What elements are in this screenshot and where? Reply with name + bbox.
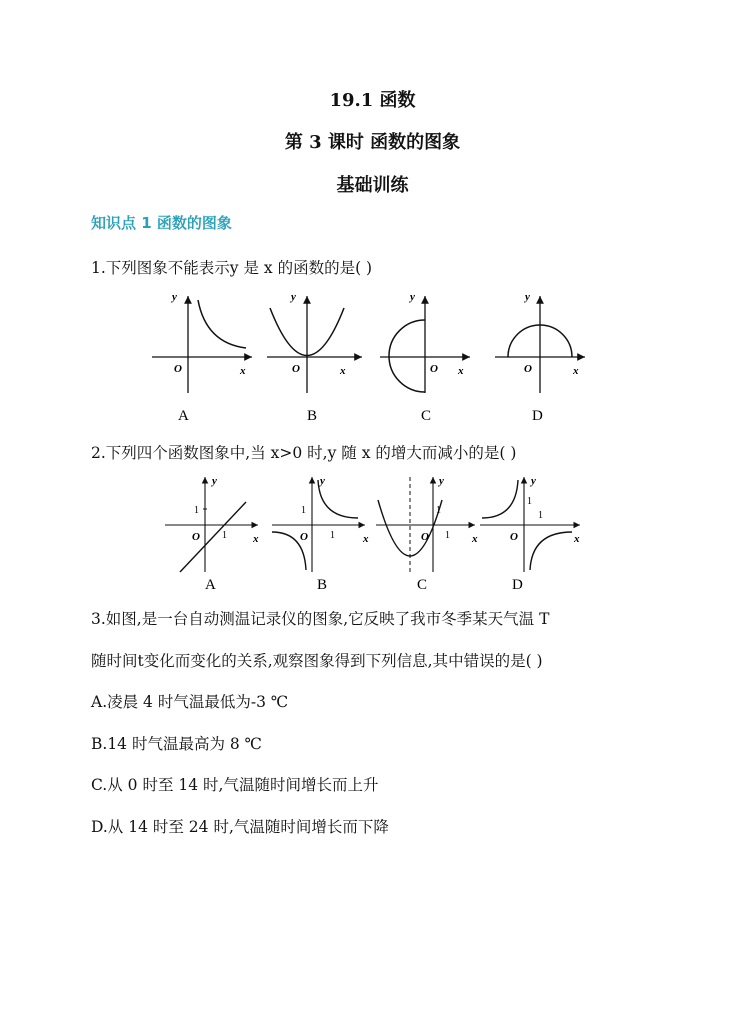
figure-caption: A: [205, 577, 216, 593]
origin-label: O: [292, 363, 300, 375]
question-1-text: 1.下列图象不能表示y 是 x 的函数的是( ): [91, 259, 373, 277]
figure-caption: B: [307, 408, 318, 424]
question-2-figures: [160, 472, 590, 597]
knowledge-point-heading: 知识点 1 函数的图象: [91, 214, 232, 232]
figure-2d: [480, 475, 580, 593]
x-axis-label: x: [340, 365, 346, 377]
y-axis-label: y: [291, 291, 296, 303]
x-axis-label: x: [363, 533, 369, 545]
option-d: D.从 14 时至 24 时,气温随时间增长而下降: [91, 818, 389, 836]
x-axis-label: x: [240, 365, 246, 377]
figure-2b: [272, 475, 369, 593]
option-b: B.14 时气温最高为 8 ℃: [91, 735, 263, 753]
x-axis-label: x: [573, 365, 579, 377]
figure-1c: [380, 291, 470, 424]
x-axis-label: x: [458, 365, 464, 377]
option-c: C.从 0 时至 14 时,气温随时间增长而上升: [91, 776, 379, 794]
section-title: 19.1 函数: [329, 90, 416, 111]
y-axis-label: y: [525, 291, 530, 303]
figure-caption: C: [421, 408, 432, 424]
question-3-line-2: 随时间t变化而变化的关系,观察图象得到下列信息,其中错误的是( ): [91, 652, 543, 670]
y-axis-label: y: [410, 291, 415, 303]
origin-label: O: [430, 363, 438, 375]
question-2-text: 2.下列四个函数图象中,当 x>0 时,y 随 x 的增大而减小的是( ): [91, 444, 517, 462]
y-axis-label: y: [531, 475, 536, 487]
y-axis-label: y: [320, 475, 325, 487]
origin-label: O: [300, 531, 308, 543]
unit-label: 1: [527, 496, 532, 507]
question-3-line-1: 3.如图,是一台自动测温记录仪的图象,它反映了我市冬季某天气温 T: [91, 610, 550, 628]
figure-caption: D: [532, 408, 543, 424]
unit-label: 1: [222, 530, 227, 541]
unit-label: 1: [445, 530, 450, 541]
y-axis-label: y: [439, 475, 444, 487]
origin-label: O: [174, 363, 182, 375]
unit-label: 1: [330, 530, 335, 541]
figure-caption: C: [417, 577, 428, 593]
figure-1b: [267, 291, 362, 424]
unit-label: 1: [538, 510, 543, 521]
figure-caption: D: [512, 577, 523, 593]
lesson-title: 第 3 课时 函数的图象: [284, 132, 461, 153]
option-a: A.凌晨 4 时气温最低为-3 ℃: [91, 693, 289, 711]
x-axis-label: x: [253, 533, 259, 545]
origin-label: O: [524, 363, 532, 375]
origin-label: O: [421, 531, 429, 543]
x-axis-label: x: [574, 533, 580, 545]
figure-2a: [165, 475, 259, 593]
figure-caption: A: [178, 408, 189, 424]
unit-label: 1: [301, 505, 306, 516]
question-1-figures: [140, 288, 610, 428]
figure-2c: [376, 475, 478, 593]
y-axis-label: y: [212, 475, 217, 487]
unit-label: 1: [436, 505, 441, 516]
y-axis-label: y: [172, 291, 177, 303]
figure-caption: B: [317, 577, 328, 593]
figure-1a: [152, 291, 252, 424]
figure-1d: [495, 291, 585, 424]
x-axis-label: x: [472, 533, 478, 545]
part-title: 基础训练: [336, 175, 409, 196]
unit-label: 1: [194, 505, 199, 516]
origin-label: O: [192, 531, 200, 543]
origin-label: O: [510, 531, 518, 543]
